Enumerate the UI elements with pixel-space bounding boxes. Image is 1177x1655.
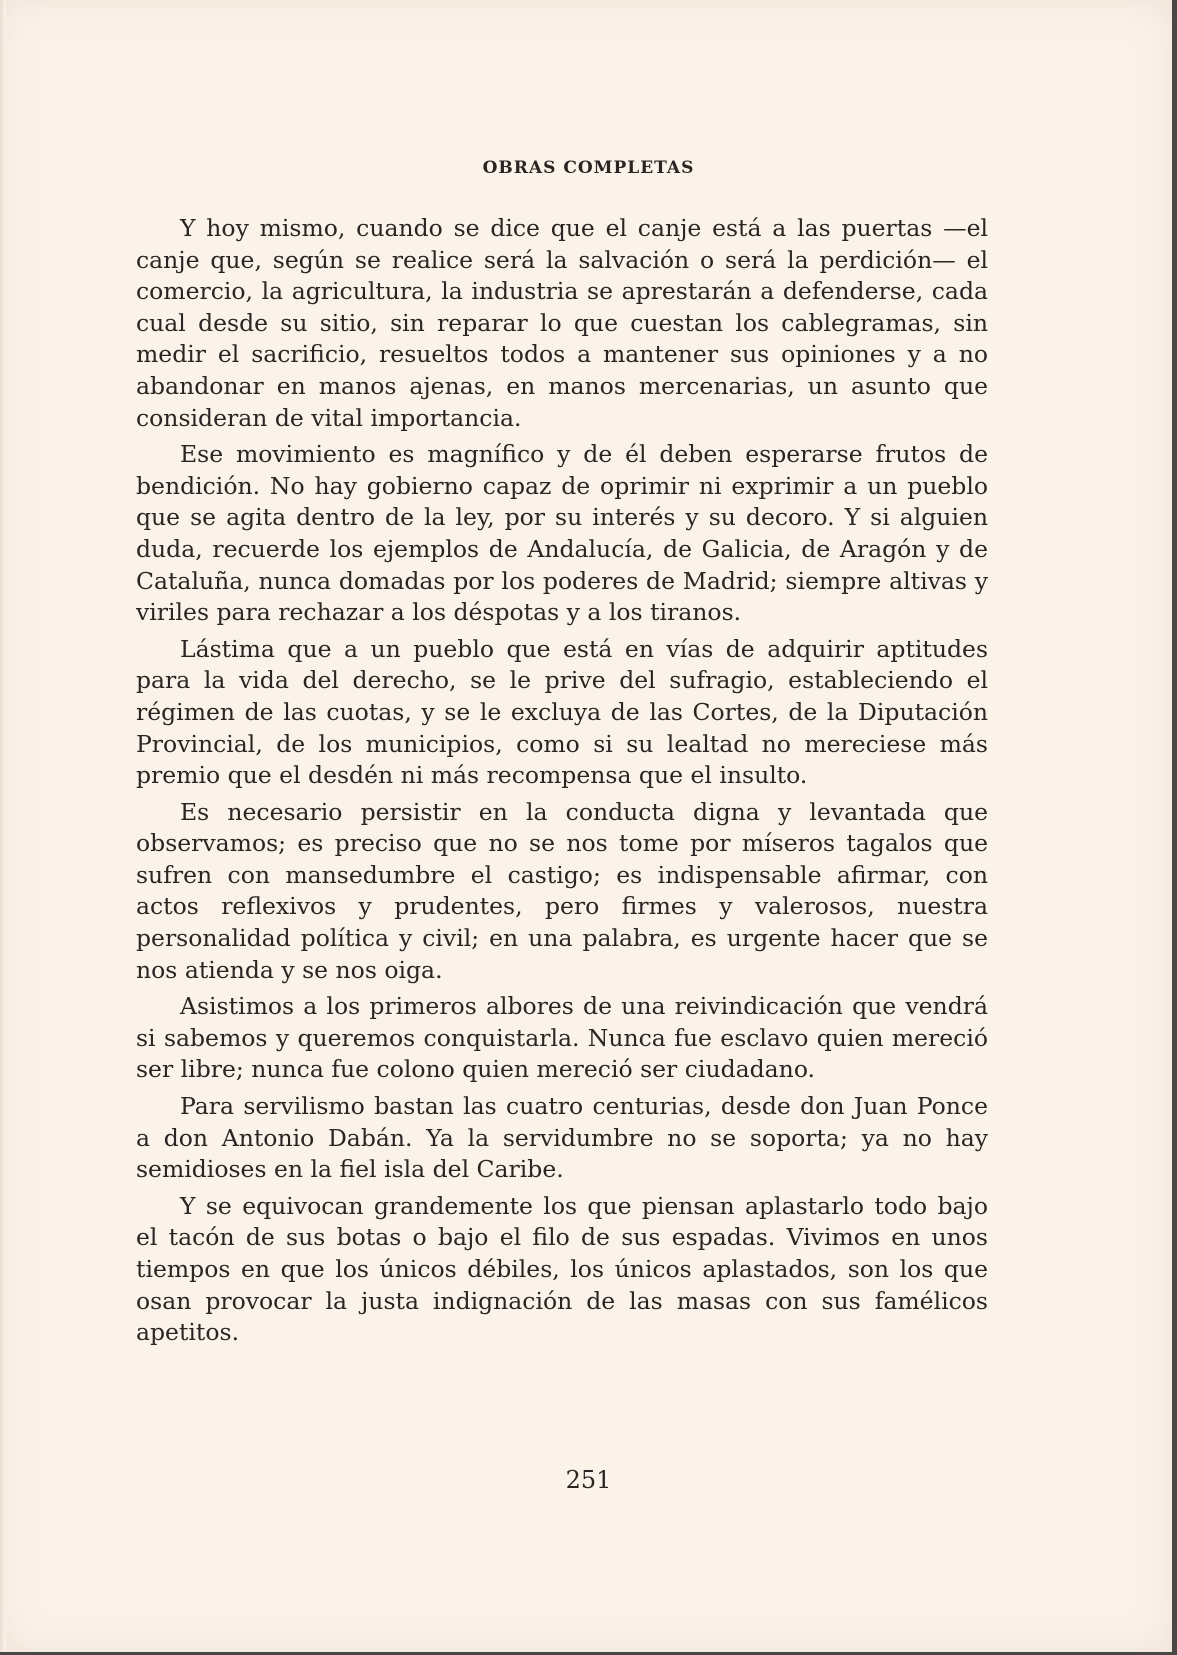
paragraph: Para servilismo bastan las cuatro centurias, desde don Juan Ponce a don Antonio Dabán. Ya la servidumbre no se soporta; ya no hay semidioses en la fiel isla del Caribe.	[136, 1092, 988, 1184]
page-edge-shadow	[0, 0, 6, 1652]
paragraph: Es necesario persistir en la conducta digna y levantada que observamos; es preciso que no se nos tome por míseros tagalos que sufren con mansedumbre el castigo; es indispensable afirmar, con actos reflexivos y prudentes, pero firmes y valerosos, nuestra personalidad política y civil; en una palabra, es urgente hacer que se nos atienda y se nos oiga.	[136, 797, 988, 984]
paragraph: Ese movimiento es magnífico y de él deben esperarse frutos de bendición. No hay gobierno capaz de oprimir ni exprimir a un pueblo que se agita dentro de la ley, por su interés y su decoro. Y si alguien duda, recuerde los ejemplos de Andalucía, de Galicia, de Aragón y de Cataluña, nunca domadas por los poderes de Madrid; siempre altivas y viriles para rechazar a los déspotas y a los tiranos.	[136, 440, 988, 627]
paragraph: Y se equivocan grandemente los que piensan aplastarlo todo bajo el tacón de sus botas o bajo el filo de sus espadas. Vivimos en unos tiempos en que los únicos débiles, los únicos aplastados, son los que osan provocar la justa indignación de las masas con sus famélicos apetitos.	[136, 1191, 988, 1347]
paragraph: Asistimos a los primeros albores de una reivindicación que vendrá si sabemos y queremos conquistarla. Nunca fue esclavo quien mereció ser libre; nunca fue colono quien mereció ser ciudadano.	[136, 992, 988, 1084]
paragraph: Y hoy mismo, cuando se dice que el canje está a las puertas —el canje que, según se realice será la salvación o será la perdición— el comercio, la agricultura, la industria se aprestarán a defenderse, cada cual desde su sitio, sin reparar lo que cuestan los cablegramas, sin medir el sacrificio, resueltos todos a mantener sus opiniones y a no abandonar en manos ajenas, en manos mercenarias, un asunto que consideran de vital importancia.	[136, 214, 988, 432]
page-number: 251	[565, 1466, 612, 1494]
running-head: OBRAS COMPLETAS	[482, 158, 695, 178]
body-text	[136, 213, 988, 1354]
paragraph: Lástima que a un pueblo que está en vías de adquirir aptitudes para la vida del derecho, se le prive del sufragio, estableciendo el régimen de las cuotas, y se le excluya de las Cortes, de la Diputación Provincial, de los municipios, como si su lealtad no mereciese más premio que el desdén ni más recompensa que el insulto.	[136, 634, 988, 790]
